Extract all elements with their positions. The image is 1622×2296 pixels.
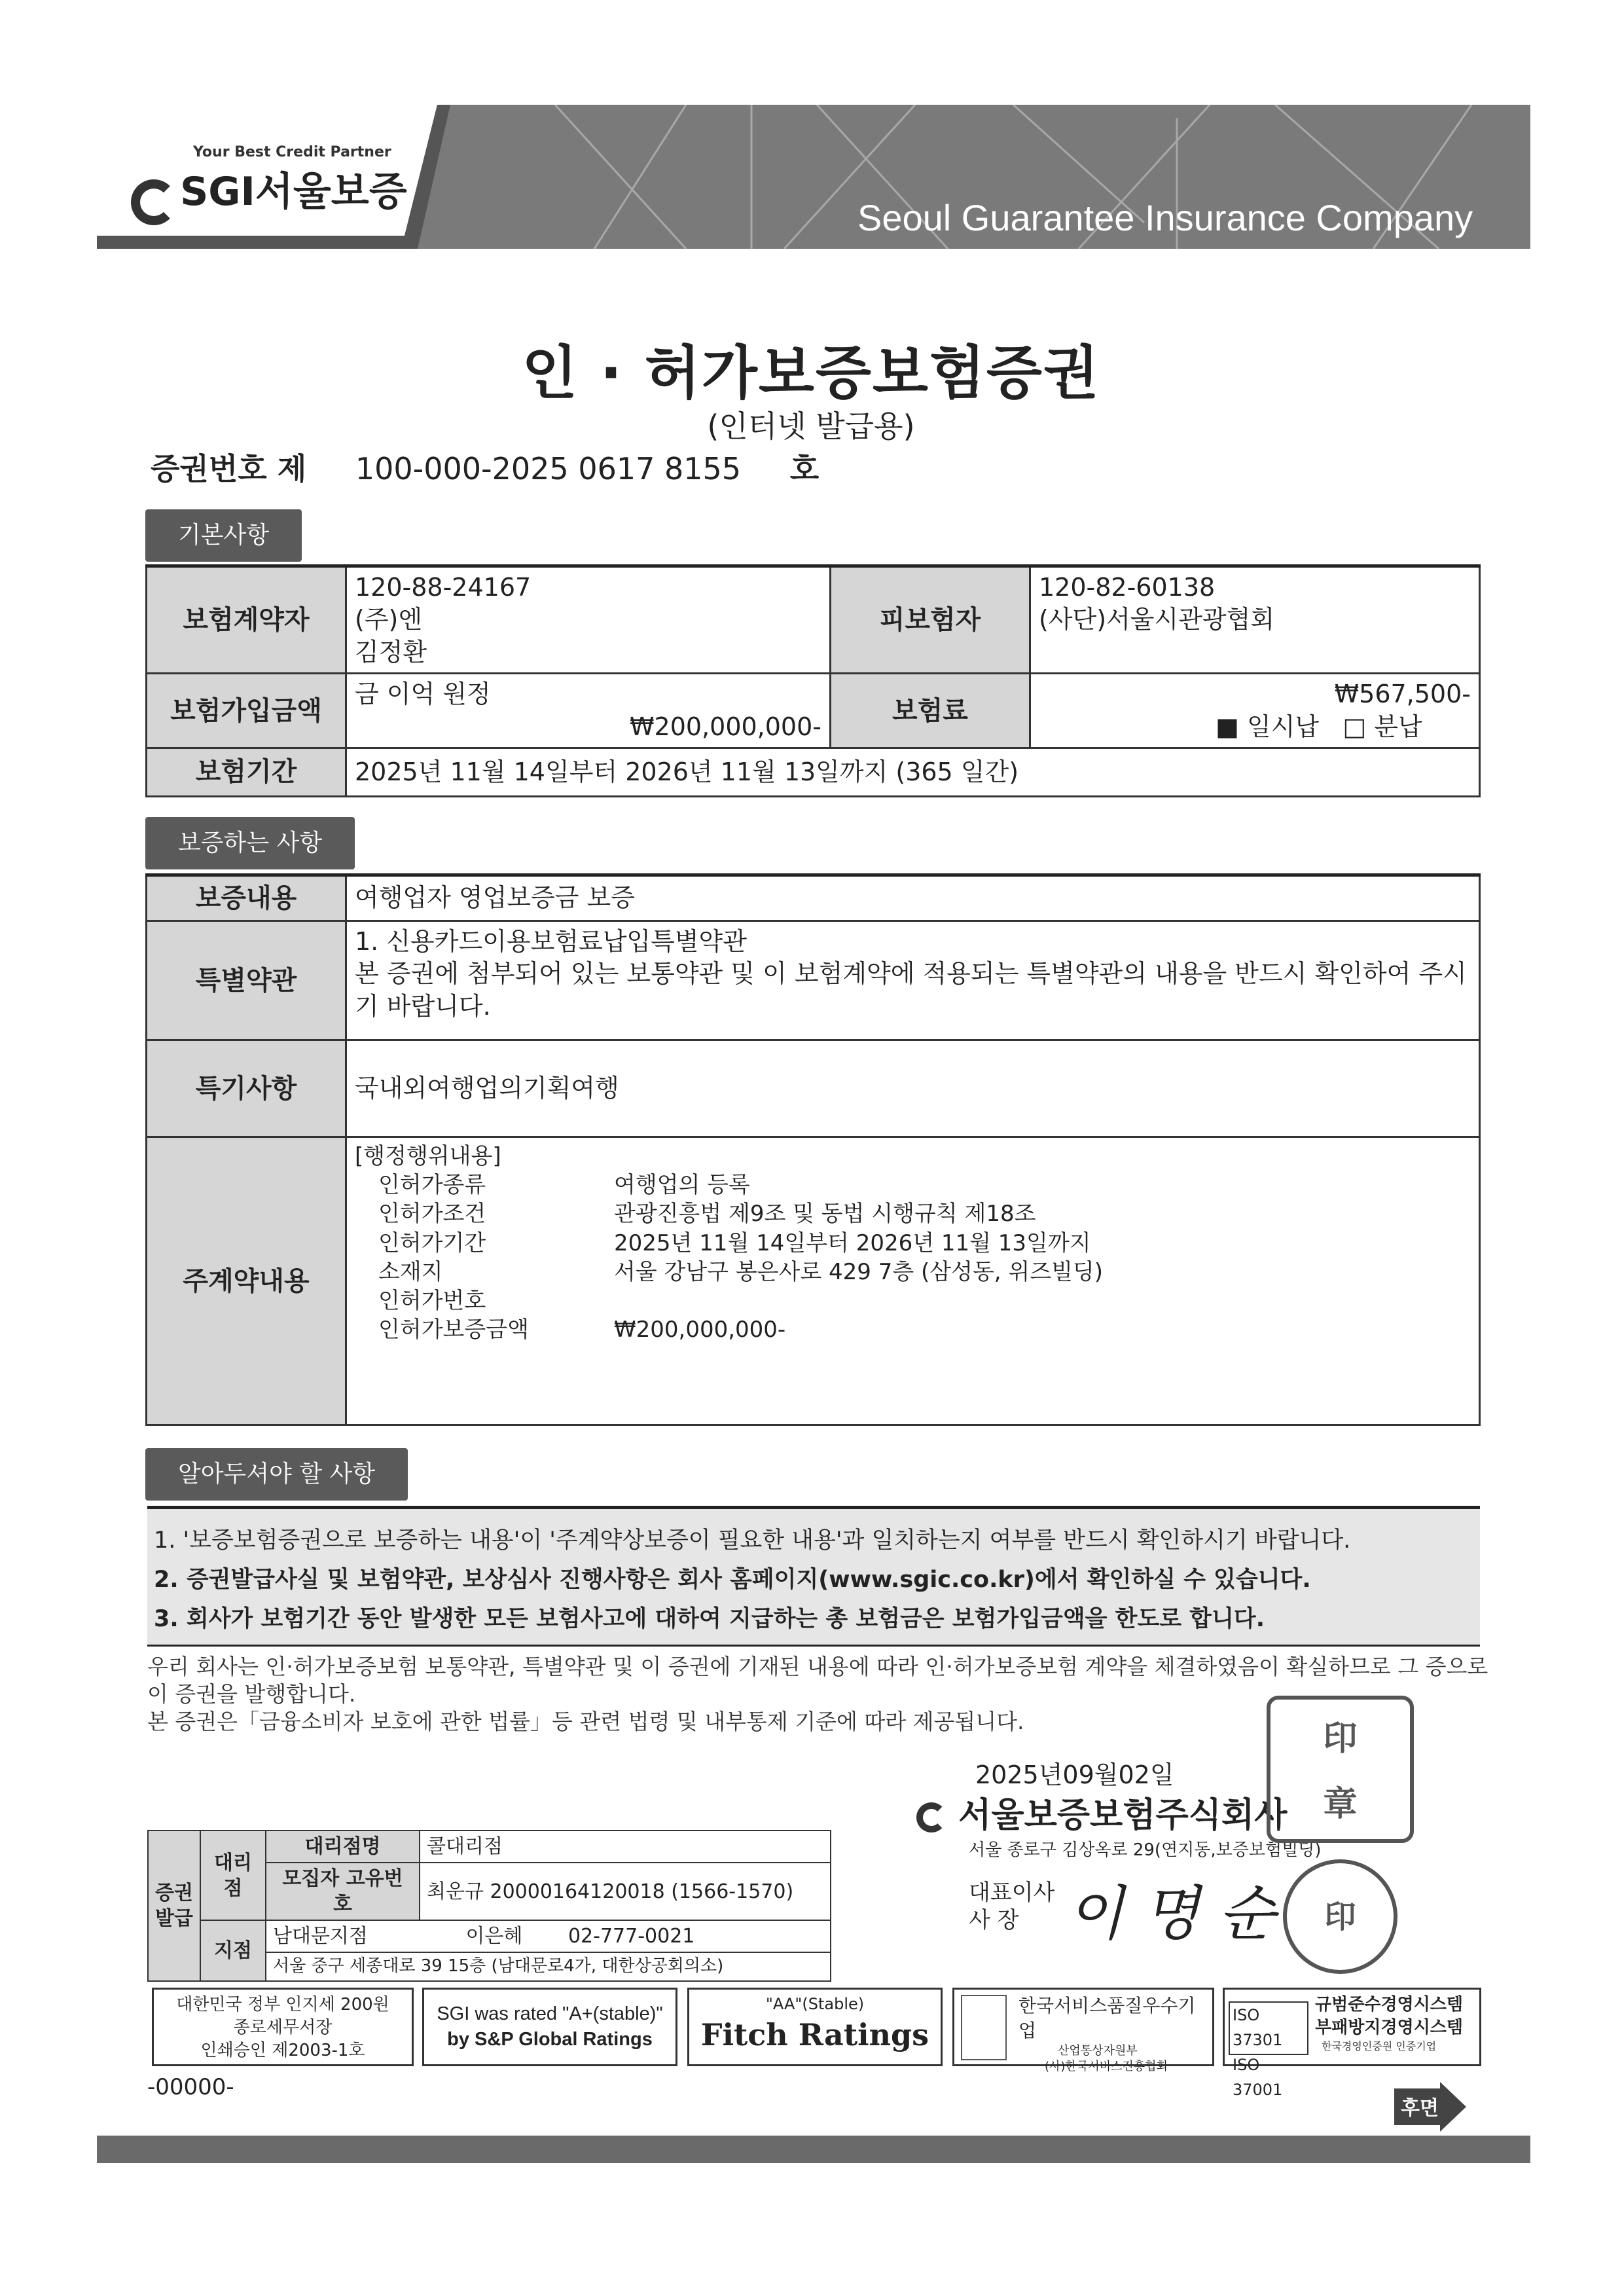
period-label: 보험기간 xyxy=(147,748,346,796)
certificate-number xyxy=(151,445,858,488)
agency-name: 콜대리점 xyxy=(420,1831,831,1863)
document-title: 인 · 허가보증보험증권 xyxy=(522,339,1100,407)
period-value: 2025년 11월 14일부터 2026년 11월 13일까지 (365 일간) xyxy=(346,748,1480,796)
table-row xyxy=(374,1199,1107,1228)
ks-quality-badge xyxy=(952,1988,1214,2073)
premium-value: ₩567,500- xyxy=(1334,680,1471,709)
company-address: 서울 종로구 김상옥로 29(연지동,보증보험빌딩) xyxy=(969,1840,1322,1860)
recruiter-label: 모집자 고유번호 xyxy=(266,1863,420,1920)
tax-stamp-badge xyxy=(152,1988,414,2066)
contractor-person: 김정환 xyxy=(355,637,427,666)
amount-text: 금 이억 원정 xyxy=(355,680,491,709)
ks-line1: 한국서비스품질우수기업 xyxy=(1018,1995,1196,2041)
cert-prefix: 증권번호 제 xyxy=(151,451,307,486)
table-row xyxy=(374,1286,1107,1315)
row-key: 인허가기간 xyxy=(378,1230,486,1256)
cert-number: 100-000-2025 0617 8155 xyxy=(355,451,742,486)
branch-label: 지점 xyxy=(200,1920,266,1981)
contractor-label: 보험계약자 xyxy=(147,566,346,674)
contractor-cell xyxy=(346,566,831,674)
ceo-seal-icon: 印 xyxy=(1283,1859,1397,1974)
row-key: 인허가종류 xyxy=(378,1172,486,1199)
table-row xyxy=(374,1258,1107,1286)
amount-label: 보험가입금액 xyxy=(147,674,346,748)
company-logo xyxy=(131,144,407,225)
sp-line2: by S&P Global Ratings xyxy=(447,2029,653,2050)
main-contract-header: [행정행위내용] xyxy=(355,1143,501,1169)
tax-line3: 인쇄승인 제2003-1호 xyxy=(200,2041,365,2061)
row-value: 서울 강남구 봉은사로 429 7층 (삼성동, 위즈빌딩) xyxy=(614,1258,1104,1285)
issue-date: 2025년09월02일 xyxy=(975,1760,1174,1789)
notice-item-3: 3. 회사가 보험기간 동안 발생한 모든 보험사고에 대하여 지급하는 총 보험금은 보험가입금액을 한도로 합니다. xyxy=(154,1606,1265,1632)
sp-line1: SGI was rated "A+(stable)" xyxy=(437,2003,663,2024)
company-seal-icon: 印 章 xyxy=(1267,1696,1414,1843)
amount-cell xyxy=(346,674,831,748)
pay-lump-checkbox: ■ 일시납 xyxy=(1216,712,1320,741)
tax-line2: 종로세무서장 xyxy=(233,2018,333,2038)
fitch-line2: Fitch Ratings xyxy=(700,2017,929,2053)
document-subtitle: (인터넷 발급용) xyxy=(707,409,915,444)
row-key: 소재지 xyxy=(378,1258,443,1285)
pay-install-checkbox: □ 분납 xyxy=(1343,712,1422,741)
branch-address: 서울 중구 세종대로 39 15층 (남대문로4가, 대한상공회의소) xyxy=(266,1952,831,1981)
rep-line2: 사 장 xyxy=(969,1907,1019,1933)
company-name: 서울보증보험주식회사 xyxy=(958,1796,1288,1835)
notice-box xyxy=(147,1506,1480,1647)
iso-line3: 규범준수경영시스템 xyxy=(1315,1995,1464,2014)
sgi-logo-icon xyxy=(131,179,177,225)
main-contract-rows xyxy=(374,1171,1107,1344)
content-label: 보증내용 xyxy=(147,875,346,921)
contractor-id: 120-88-24167 xyxy=(355,573,532,602)
tab-guarantee: 보증하는 사항 xyxy=(145,817,355,869)
statement-1: 우리 회사는 인·허가보증보험 보통약관, 특별약관 및 이 증권에 기재된 내용에 따라 인·허가보증보험 계약을 체결하였음이 확실하므로 그 증으로 이 증권을 발행합니다. xyxy=(147,1654,1488,1707)
iso-line2: ISO 37001 xyxy=(1233,2056,1283,2099)
basic-table xyxy=(145,564,1481,797)
ks-certificate-icon xyxy=(961,1995,1007,2060)
issue-label: 증권 발급 xyxy=(148,1831,200,1981)
insured-cell xyxy=(1030,566,1480,674)
logo-tagline: Your Best Credit Partner xyxy=(193,144,391,160)
guarantee-table xyxy=(145,873,1481,1426)
company-english-name: Seoul Guarantee Insurance Company xyxy=(857,197,1473,238)
contractor-company: (주)엔 xyxy=(355,605,423,634)
amount-value: ₩200,000,000- xyxy=(629,712,821,741)
sgi-logo-icon xyxy=(916,1802,946,1832)
tab-basic: 기본사항 xyxy=(145,509,302,562)
issue-table xyxy=(147,1830,831,1982)
premium-cell xyxy=(1030,674,1480,748)
iso-box xyxy=(1229,2001,1308,2099)
iso-line4: 부패방지경영시스템 xyxy=(1315,2018,1464,2038)
special-terms-cell xyxy=(346,921,1480,1040)
recruiter-value: 최운규 20000164120018 (1566-1570) xyxy=(420,1863,831,1920)
notice-item-1: 1. '보증보험증권으로 보증하는 내용'이 '주계약상보증이 필요한 내용'과 일치하는지 여부를 반드시 확인하시기 바랍니다. xyxy=(154,1527,1351,1554)
footer-band xyxy=(97,2136,1530,2163)
insured-label: 피보험자 xyxy=(831,566,1030,674)
representative-title xyxy=(969,1879,1054,1934)
remarks-label: 특기사항 xyxy=(147,1040,346,1137)
rep-line1: 대표이사 xyxy=(969,1880,1055,1906)
row-value: ₩200,000,000- xyxy=(614,1317,786,1343)
row-value xyxy=(610,1286,1107,1315)
table-row xyxy=(374,1229,1107,1258)
content-value: 여행업자 영업보증금 보증 xyxy=(346,875,1480,921)
branch-name: 남대문지점 xyxy=(273,1925,368,1948)
tax-line1: 대한민국 정부 인지세 200원 xyxy=(176,1995,389,2014)
branch-person: 이은혜 xyxy=(465,1925,523,1948)
sp-rating-badge xyxy=(422,1988,677,2066)
company-signature xyxy=(916,1787,1287,1836)
next-page-label: 후면 xyxy=(1401,2097,1439,2120)
insured-name: (사단)서울시관광협회 xyxy=(1039,605,1275,634)
fitch-line1: "AA"(Stable) xyxy=(765,1995,865,2013)
ks-line2: 산업통상자원부 xyxy=(1058,2043,1138,2058)
row-value: 2025년 11월 14일부터 2026년 11월 13일까지 xyxy=(614,1230,1091,1256)
logo-text: SGI서울보증 xyxy=(180,169,407,215)
row-value: 관광진흥법 제9조 및 동법 시행규칙 제18조 xyxy=(614,1201,1036,1228)
notice-item-2: 2. 증권발급사실 및 보험약관, 보상심사 진행사항은 회사 홈페이지(www.sgic.co.kr)에서 확인하실 수 있습니다. xyxy=(154,1567,1311,1593)
special-term-1: 1. 신용카드이용보험료납입특별약관 xyxy=(355,927,747,956)
iso-line5: 한국경영인증원 인증기업 xyxy=(1322,2040,1437,2053)
tab-notice: 알아두셔야 할 사항 xyxy=(145,1448,408,1501)
row-value: 여행업의 등록 xyxy=(614,1172,750,1199)
row-key: 인허가조건 xyxy=(378,1201,486,1228)
iso-line1: ISO 37301 xyxy=(1233,2006,1283,2049)
cert-suffix: 호 xyxy=(789,451,820,486)
row-key: 인허가보증금액 xyxy=(378,1317,529,1343)
ks-line3: (사)한국서비스진흥협회 xyxy=(1045,2059,1168,2073)
agency-name-label: 대리점명 xyxy=(266,1831,420,1863)
statement-2: 본 증권은「금융소비자 보호에 관한 법률」등 관련 법령 및 내부통제 기준에 따라 제공됩니다. xyxy=(147,1709,1024,1734)
premium-label: 보험료 xyxy=(831,674,1030,748)
agency-label: 대리점 xyxy=(200,1831,266,1920)
insured-id: 120-82-60138 xyxy=(1039,573,1216,602)
table-row xyxy=(374,1315,1107,1344)
table-row xyxy=(374,1171,1107,1199)
branch-info xyxy=(266,1920,831,1952)
form-code: -00000- xyxy=(147,2074,234,2100)
main-contract-cell xyxy=(346,1137,1480,1425)
remarks-value: 국내외여행업의기획여행 xyxy=(346,1040,1480,1137)
special-terms-label: 특별약관 xyxy=(147,921,346,1040)
special-term-note: 본 증권에 첨부되어 있는 보통약관 및 이 보험계약에 적용되는 특별약관의 내용을 반드시 확인하여 주시기 바랍니다. xyxy=(355,959,1467,1021)
main-contract-label: 주계약내용 xyxy=(147,1137,346,1425)
iso-badge xyxy=(1223,1988,1481,2099)
fitch-rating-badge xyxy=(687,1988,943,2066)
branch-phone: 02-777-0021 xyxy=(568,1925,695,1948)
row-key: 인허가번호 xyxy=(378,1287,486,1314)
handwritten-signature: 이 명 순 xyxy=(1067,1880,1276,1948)
